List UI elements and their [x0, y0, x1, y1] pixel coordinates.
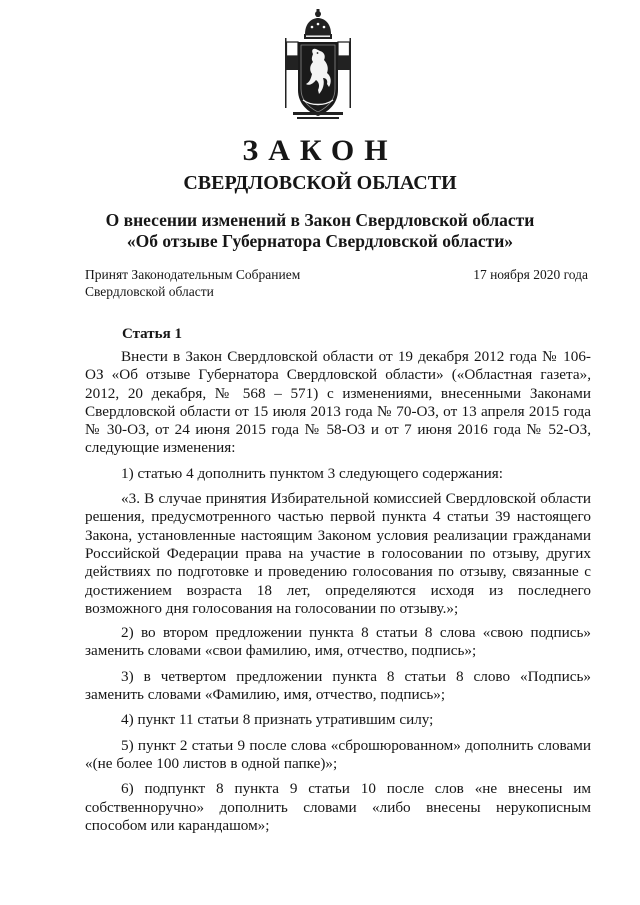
adoption-line: Принят Законодательным Собранием: [85, 267, 301, 282]
adoption-line: Свердловской области: [85, 284, 214, 299]
article-paragraph: 4) пункт 11 статьи 8 признать утратившим силу;: [121, 711, 434, 729]
article-heading: Статья 1: [122, 326, 182, 342]
sverdlovsk-coat-of-arms-icon: [283, 8, 353, 124]
region-heading: СВЕРДЛОВСКОЙ ОБЛАСТИ: [183, 172, 457, 194]
article-paragraph: 6) подпункт 8 пункта 9 статьи 10 после слов «не внесены им собственноручно» дополнить словами «либо внесены нерукописным способом или карандашом»;: [85, 780, 591, 834]
adoption-note: [85, 266, 300, 300]
article-paragraph: «3. В случае принятия Избирательной комиссией Свердловской области решения, предусмотренного частью первой пункта 4 статьи 39 настоящего Закона, установленные настоящим Законом условия реализации гражданами Российской Федерации права на участие в голосовании по отзыву, других действиях по подготовке и проведению голосования по отзыву, связанные с достижением возраста 18 лет, определяются исходя из последнего возможного дня голосования на голосовании по отзыву.»;: [85, 490, 591, 617]
law-title-line: «Об отзыве Губернатора Свердловской области»: [126, 231, 514, 251]
article-body: [85, 348, 591, 842]
article-paragraph: 5) пункт 2 статьи 9 после слова «сброшюрованном» дополнить словами «(не более 100 листов в одной папке)»;: [85, 736, 591, 772]
article-paragraph: Внести в Закон Свердловской области от 19 декабря 2012 года № 106-ОЗ «Об отзыве Губернатора Свердловской области» («Областная газета», 2012, 20 декабря, № 568 – 571) с изменениями, внесенными Законами Свердловской области от 15 июля 2013 года № 70-ОЗ, от 13 апреля 2015 года № 30-ОЗ, от 24 июня 2015 года № 58-ОЗ и от 7 июня 2016 года № 52-ОЗ, следующие изменения:: [85, 348, 591, 457]
article-paragraph: 1) статью 4 дополнить пунктом 3 следующего содержания:: [121, 464, 503, 482]
law-heading: ЗАКОН: [242, 134, 398, 167]
article-paragraph: 2) во втором предложении пункта 8 статьи 8 слова «свою подпись» заменить словами «свои фамилию, имя, отчество, подпись»;: [85, 624, 591, 660]
law-title-line: О внесении изменений в Закон Свердловской области: [105, 210, 535, 230]
law-title: [0, 210, 640, 252]
article-paragraph: 3) в четвертом предложении пункта 8 статьи 8 слово «Подпись» заменить словами «Фамилию, имя, отчество, подпись»;: [85, 667, 591, 704]
adoption-date: 17 ноября 2020 года: [473, 267, 588, 282]
